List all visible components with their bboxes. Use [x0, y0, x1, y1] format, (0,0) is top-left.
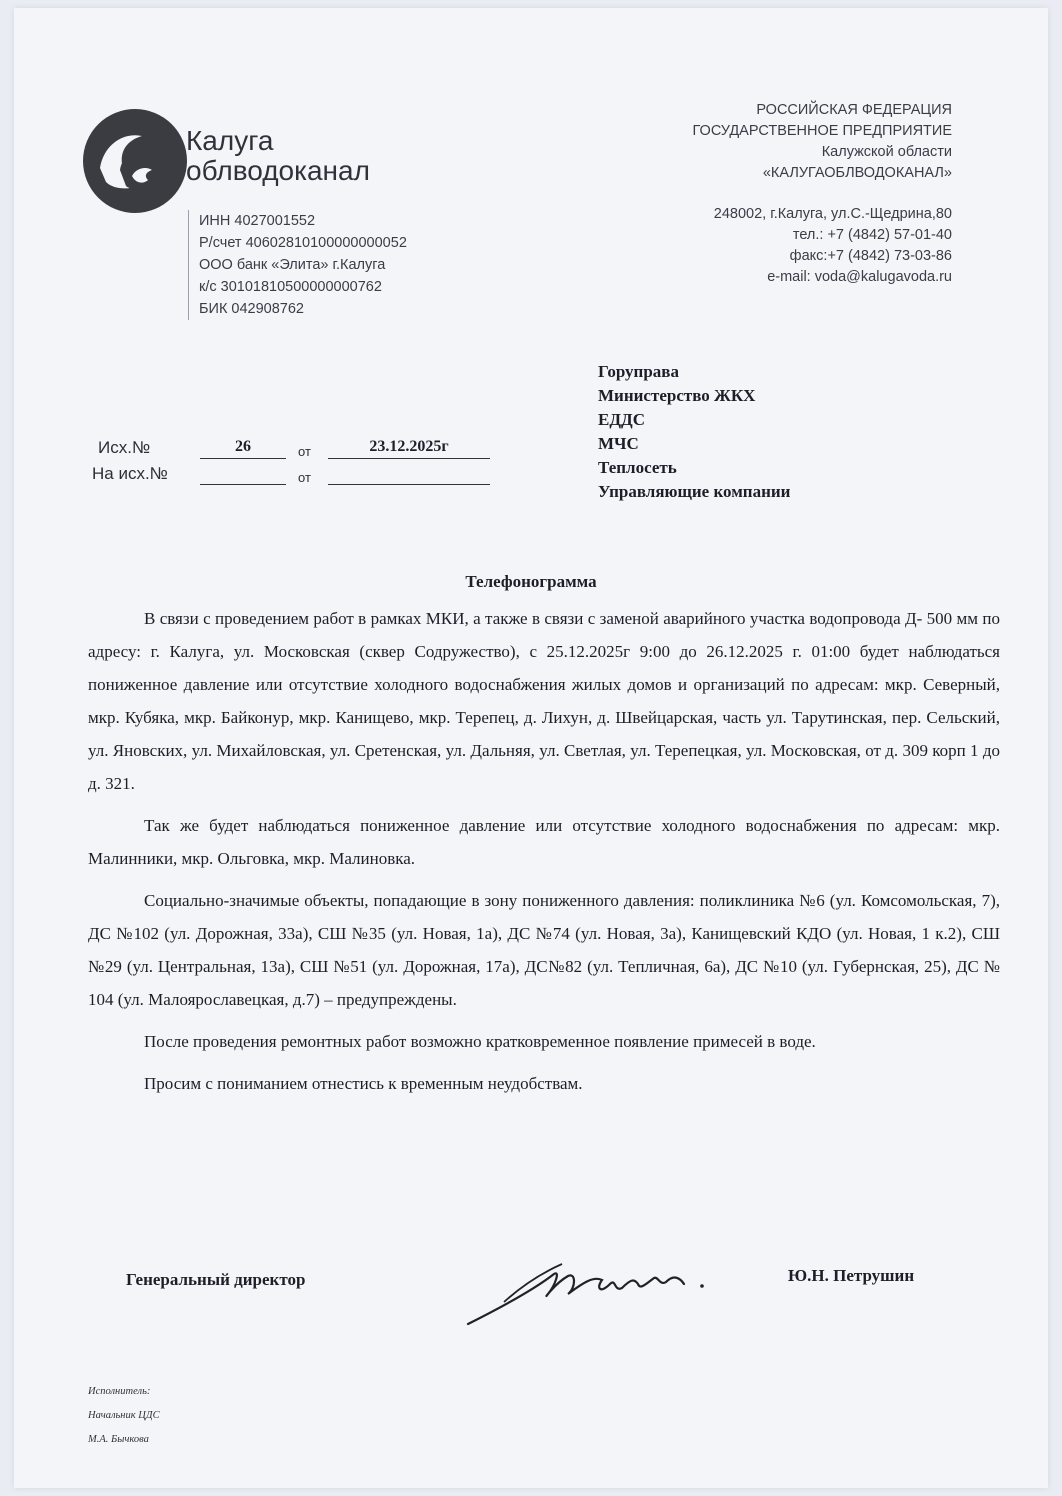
header-line: РОССИЙСКАЯ ФЕДЕРАЦИЯ	[756, 102, 952, 118]
signatory-name: Ю.Н. Петрушин	[788, 1266, 915, 1285]
logo-line-2: облводоканал	[186, 155, 370, 186]
incoming-number-label: На исх.№	[92, 464, 168, 483]
handwritten-signature	[444, 1244, 724, 1334]
bank-line: Р/счет 40602810100000000052	[199, 235, 407, 251]
document-title: Телефонограмма	[465, 572, 597, 591]
recipient: Министерство ЖКХ	[598, 386, 756, 405]
recipient: Теплосеть	[598, 458, 677, 477]
header-line: Калужской области	[821, 144, 952, 160]
outgoing-date-label: от	[298, 444, 311, 459]
outgoing-date-value: 23.12.2025г	[328, 438, 490, 459]
document-body	[88, 602, 1000, 1109]
executor-block	[88, 1380, 160, 1452]
body-paragraph: Социально-значимые объекты, попадающие в зону пониженного давления: поликлиника №6 (ул. Комсомольская, 7), ДС №102 (ул. Дорожная, 33а), СШ №35 (ул. Новая, 1а), ДС №74 (ул. Новая, 3а), Канищевский КДО (ул. Новая, 1 к.2), СШ №29 (ул. Центральная, 13а), СШ №51 (ул. Дорожная, 17а), ДС№82 (ул. Тепличная, 6а), ДС №10 (ул. Губернская, 25), ДС № 104 (ул. Малоярославецкая, д.7) – предупреждены.	[88, 891, 1000, 1009]
contact-line: 248002, г.Калуга, ул.С.-Щедрина,80	[713, 206, 952, 222]
executor-label: Исполнитель:	[88, 1386, 151, 1397]
contact-line: e-mail: voda@kalugavoda.ru	[767, 269, 952, 285]
header-line: «КАЛУГАОБЛВОДОКАНАЛ»	[762, 165, 952, 181]
contact-line: факс:+7 (4842) 73-03-86	[789, 248, 952, 264]
recipients-list	[598, 360, 790, 504]
recipient: Управляющие компании	[598, 482, 791, 501]
logo-wordmark	[186, 126, 370, 186]
recipient: Горуправа	[598, 362, 679, 381]
logo-line-1: Калуга	[186, 125, 274, 156]
outgoing-number-label: Исх.№	[98, 438, 151, 457]
body-paragraph: После проведения ремонтных работ возможно кратковременное появление примесей в воде.	[144, 1032, 816, 1051]
bank-line: ООО банк «Элита» г.Калуга	[199, 257, 386, 273]
recipient: ЕДДС	[598, 410, 646, 429]
outgoing-number-value: 26	[200, 438, 286, 459]
wave-swirl-logo-icon	[80, 106, 190, 216]
bank-line: к/с 30101810500000000762	[199, 279, 382, 295]
executor-name: М.А. Бычкова	[88, 1434, 149, 1445]
org-header	[693, 100, 953, 184]
incoming-number-value	[200, 464, 286, 485]
incoming-date-value	[328, 464, 490, 485]
signatory-role: Генеральный директор	[126, 1270, 306, 1289]
bank-details	[188, 210, 407, 320]
document-page	[14, 8, 1048, 1488]
contact-line: тел.: +7 (4842) 57-01-40	[792, 227, 952, 243]
recipient: МЧС	[598, 434, 639, 453]
executor-position: Начальник ЦДС	[88, 1410, 160, 1421]
incoming-date-label: от	[298, 470, 311, 485]
org-contacts	[714, 204, 952, 288]
body-paragraph: Так же будет наблюдаться пониженное давление или отсутствие холодного водоснабжения по адресам: мкр. Малинники, мкр. Ольговка, мкр. Малиновка.	[88, 816, 1000, 868]
body-paragraph: В связи с проведением работ в рамках МКИ, а также в связи с заменой аварийного участка водопровода Д- 500 мм по адресу: г. Калуга, ул. Московская (сквер Содружество), с 25.12.2025г 9:00 до 26.12.2025 г. 01:00 будет наблюдаться пониженное давление или отсутствие холодного водоснабжения жилых домов и организаций по адресам: мкр. Северный, мкр. Кубяка, мкр. Байконур, мкр. Канищево, мкр. Терепец, д. Лихун, д. Швейцарская, часть ул. Тарутинская, пер. Сельский, ул. Яновских, ул. Михайловская, ул. Сретенская, ул. Дальняя, ул. Светлая, ул. Терепецкая, ул. Московская, от д. 309 корп 1 до д. 321.	[88, 609, 1000, 793]
header-line: ГОСУДАРСТВЕННОЕ ПРЕДПРИЯТИЕ	[692, 123, 952, 139]
body-paragraph: Просим с пониманием отнестись к временным неудобствам.	[144, 1074, 583, 1093]
bank-line: ИНН 4027001552	[199, 213, 316, 229]
bank-line: БИК 042908762	[199, 301, 304, 317]
